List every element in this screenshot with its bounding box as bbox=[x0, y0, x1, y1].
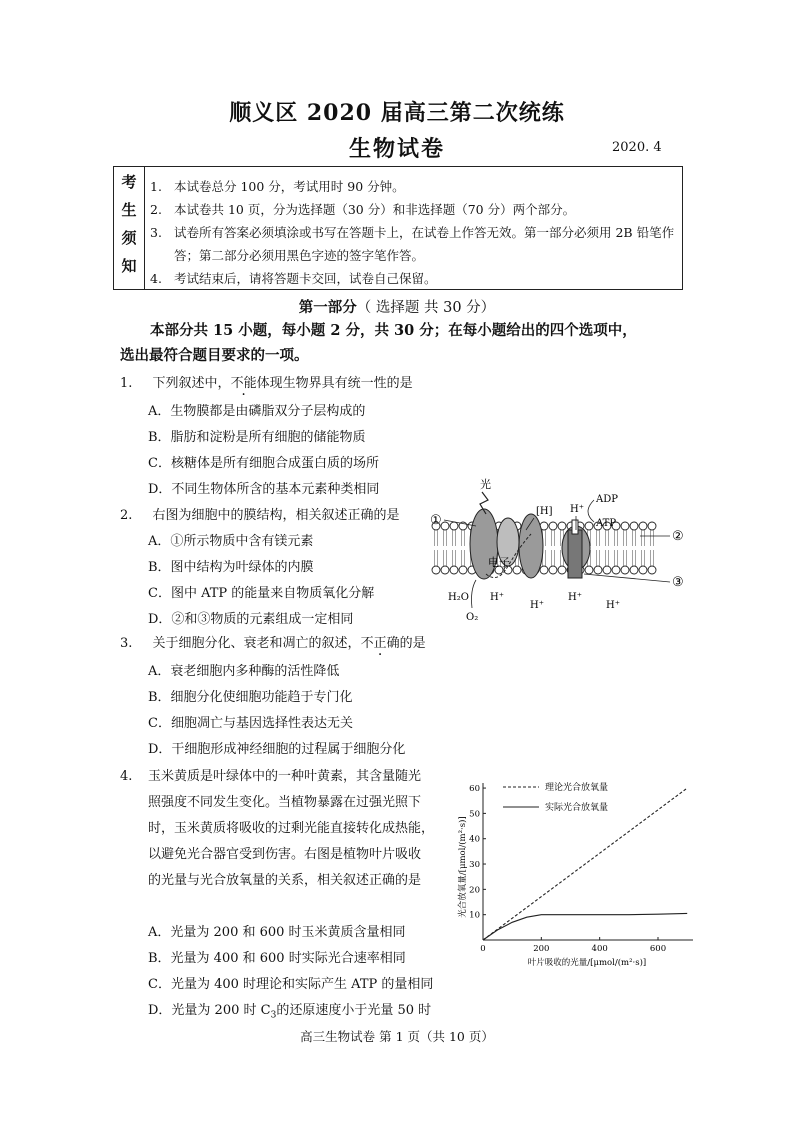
question-option[interactable]: D．不同生物体所含的基本元素种类相同 bbox=[148, 482, 380, 497]
question-stem: 右图为细胞中的膜结构，相关叙述正确的是 bbox=[152, 508, 400, 523]
phospholipid-tail bbox=[633, 530, 636, 566]
hplus-bottom-1: H⁺ bbox=[490, 592, 504, 603]
phospholipid-tail bbox=[615, 530, 618, 566]
adp-label: ADP bbox=[596, 494, 618, 505]
part-intro bbox=[120, 318, 680, 368]
phospholipid-head bbox=[648, 522, 656, 530]
phospholipid-head bbox=[459, 566, 467, 574]
phospholipid-head bbox=[441, 522, 449, 530]
y-tick-label: 10 bbox=[469, 910, 480, 921]
label-3-pointer bbox=[584, 574, 670, 582]
phospholipid-head bbox=[648, 566, 656, 574]
nadph-label: [H] bbox=[536, 506, 553, 517]
atp-synthesis-arrow bbox=[588, 500, 594, 522]
question-stem-emphasis: 不正确 bbox=[360, 636, 400, 651]
question-number: 3. bbox=[120, 636, 133, 651]
chart-xlabel: 叶片吸收的光量/[μmol/(m²·s)] bbox=[527, 958, 647, 968]
phospholipid-head bbox=[630, 522, 638, 530]
phospholipid-head bbox=[594, 566, 602, 574]
notice-item-num: 4. bbox=[150, 271, 162, 286]
notice-item bbox=[150, 175, 676, 198]
water-split-arrow bbox=[472, 580, 477, 608]
phospholipid-head bbox=[549, 566, 557, 574]
phospholipid-tail bbox=[642, 530, 645, 566]
phospholipid-head bbox=[639, 522, 647, 530]
question-option[interactable]: D．②和③物质的元素组成一定相同 bbox=[148, 612, 354, 627]
notice-label-char: 须 bbox=[121, 229, 137, 247]
question-stem-line: 以避免光合器官受到伤害。右图是植物叶片吸收 bbox=[148, 847, 422, 862]
page-footer: 高三生物试卷 第 1 页（共 10 页） bbox=[300, 1029, 494, 1044]
phospholipid-bilayer bbox=[432, 522, 656, 574]
question-stem-line bbox=[120, 764, 450, 790]
question-option[interactable]: B．细胞分化使细胞功能趋于专门化 bbox=[148, 690, 353, 705]
x-tick-label: 600 bbox=[649, 944, 667, 954]
question-option[interactable]: C．核糖体是所有细胞合成蛋白质的场所 bbox=[148, 456, 379, 471]
question-option[interactable]: C．图中 ATP 的能量来自物质氧化分解 bbox=[148, 586, 375, 601]
phospholipid-head bbox=[558, 522, 566, 530]
phospholipid-head bbox=[585, 522, 593, 530]
notice-item-text: 考试结束后，请将答题卡交回，试卷自己保留。 bbox=[174, 271, 437, 286]
phospholipid-head bbox=[558, 566, 566, 574]
phospholipid-head bbox=[540, 566, 548, 574]
question-stem-post: 的是 bbox=[399, 636, 426, 651]
phospholipid-tail bbox=[606, 530, 609, 566]
legend-label-theory: 理论光合放氧量 bbox=[545, 783, 609, 793]
y-tick-label: 40 bbox=[469, 834, 480, 845]
notice-item-text: 试卷所有答案必须填涂或书写在答题卡上，在试卷上作答无效。第一部分必须用 2B 铅笔作答；第二部分必须用黑色字迹的签字笔作答。 bbox=[174, 225, 675, 263]
phospholipid-head bbox=[630, 566, 638, 574]
notice-label bbox=[114, 167, 145, 289]
notice-item-num: 2. bbox=[150, 202, 162, 217]
phospholipid-head bbox=[432, 566, 440, 574]
question-1 bbox=[120, 372, 413, 391]
notice-label-char: 生 bbox=[121, 201, 137, 219]
notice-item-text: 本试卷共 10 页，分为选择题（30 分）和非选择题（70 分）两个部分。 bbox=[174, 202, 576, 217]
membrane-diagram bbox=[428, 474, 698, 624]
question-4 bbox=[120, 764, 450, 894]
notice-label-char: 考 bbox=[121, 173, 137, 191]
phospholipid-tail bbox=[444, 530, 447, 566]
label-1: ① bbox=[430, 513, 442, 528]
phospholipid-head bbox=[621, 522, 629, 530]
x-tick-label: 200 bbox=[533, 944, 550, 954]
y-tick-label: 50 bbox=[469, 809, 480, 820]
notice-label-char: 知 bbox=[121, 257, 137, 275]
exam-notice-box bbox=[113, 166, 683, 290]
part-intro-line: 选出最符合题目要求的一项。 bbox=[120, 347, 309, 364]
question-stem-line: 的光量与光合放氧量的关系，相关叙述正确的是 bbox=[148, 873, 422, 888]
atp-synthase-channel bbox=[572, 520, 578, 534]
hplus-bottom-2: H⁺ bbox=[530, 600, 544, 611]
x-tick-label: 400 bbox=[591, 944, 608, 954]
question-option[interactable] bbox=[148, 999, 431, 1021]
part-heading-rest: （ 选择题 共 30 分） bbox=[356, 300, 496, 316]
phospholipid-tail bbox=[552, 530, 555, 566]
question-stem-pre: 关于细胞分化、衰老和凋亡的叙述， bbox=[152, 636, 361, 651]
electron-transport-protein bbox=[519, 514, 543, 578]
part-heading bbox=[0, 296, 794, 317]
question-3 bbox=[120, 632, 426, 651]
question-option[interactable]: B．图中结构为叶绿体的内膜 bbox=[148, 560, 314, 575]
light-label: 光 bbox=[480, 478, 491, 491]
question-number: 4. bbox=[120, 769, 133, 784]
exam-title: 顺义区 2020 届高三第二次统练 bbox=[229, 100, 565, 126]
electron-label: 电子 bbox=[488, 556, 510, 569]
question-stem-line: 照强度不同发生变化。当植物暴露在过强光照下 bbox=[148, 795, 422, 810]
question-option[interactable]: B．光量为 400 和 600 时实际光合速率相同 bbox=[148, 951, 406, 966]
phospholipid-tail bbox=[597, 530, 600, 566]
question-option[interactable]: C．光量为 400 时理论和实际产生 ATP 的量相同 bbox=[148, 977, 434, 992]
question-option[interactable]: B．脂肪和淀粉是所有细胞的储能物质 bbox=[148, 430, 366, 445]
question-option[interactable]: C．细胞凋亡与基因选择性表达无关 bbox=[148, 716, 353, 731]
question-stem-emphasis: 不能 bbox=[230, 376, 257, 391]
phospholipid-head bbox=[585, 566, 593, 574]
phospholipid-head bbox=[612, 566, 620, 574]
question-option[interactable]: A．光量为 200 和 600 时玉米黄质含量相同 bbox=[148, 925, 406, 940]
phospholipid-head bbox=[549, 522, 557, 530]
atp-label: ATP bbox=[596, 518, 617, 529]
phospholipid-head bbox=[450, 522, 458, 530]
part-intro-line: 本部分共 15 小题，每小题 2 分，共 30 分；在每小题给出的四个选项中， bbox=[150, 322, 637, 339]
x-tick-label: 0 bbox=[480, 944, 486, 954]
question-stem-pre: 下列叙述中， bbox=[152, 376, 231, 391]
y-tick-label: 30 bbox=[469, 860, 480, 871]
phospholipid-head bbox=[639, 566, 647, 574]
question-number: 1. bbox=[120, 376, 133, 391]
phospholipid-tail bbox=[435, 530, 438, 566]
label-2: ② bbox=[672, 529, 684, 544]
light-oxygen-chart bbox=[455, 775, 695, 970]
phospholipid-tail bbox=[651, 530, 654, 566]
hplus-bottom-3: H⁺ bbox=[568, 592, 582, 603]
question-option[interactable]: D．干细胞形成神经细胞的过程属于细胞分化 bbox=[148, 742, 406, 757]
exam-date: 2020. 4 bbox=[612, 140, 662, 155]
notice-item bbox=[150, 198, 676, 221]
question-number: 2. bbox=[120, 508, 133, 523]
phospholipid-tail bbox=[462, 530, 465, 566]
legend-label-actual: 实际光合放氧量 bbox=[545, 803, 609, 813]
chart-legend bbox=[503, 781, 608, 813]
phospholipid-head bbox=[621, 566, 629, 574]
hplus-bottom-4: H⁺ bbox=[606, 600, 620, 611]
y-tick-label: 60 bbox=[469, 784, 480, 795]
phospholipid-tail bbox=[624, 530, 627, 566]
question-option[interactable]: A．生物膜都是由磷脂双分子层构成的 bbox=[148, 404, 366, 419]
water-label: H₂O bbox=[448, 592, 469, 603]
notice-items bbox=[150, 175, 676, 290]
option-d-subscript: 3 bbox=[270, 1010, 277, 1021]
notice-item bbox=[150, 221, 676, 267]
hplus-top-label: H⁺ bbox=[570, 504, 584, 515]
part-heading-bold: 第一部分 bbox=[298, 299, 357, 316]
phospholipid-head bbox=[603, 566, 611, 574]
phospholipid-tail bbox=[453, 530, 456, 566]
option-d-pre: D．光量为 200 时 C bbox=[148, 1003, 271, 1018]
chart-ylabel: 光合放氧量/[μmol/(m²·s)] bbox=[458, 816, 468, 918]
option-d-post: 的还原速度小于光量 50 时 bbox=[276, 1003, 432, 1018]
series-line-actual bbox=[483, 913, 687, 940]
notice-item-text: 本试卷总分 100 分，考试用时 90 分钟。 bbox=[174, 179, 405, 194]
question-option[interactable]: A．衰老细胞内多种酶的活性降低 bbox=[148, 664, 340, 679]
phospholipid-head bbox=[441, 566, 449, 574]
notice-item bbox=[150, 267, 676, 290]
question-stem-post: 体现生物界具有统一性的是 bbox=[256, 376, 413, 391]
phospholipid-head bbox=[450, 566, 458, 574]
question-stem-line: 时，玉米黄质将吸收的过剩光能直接转化成热能， bbox=[148, 821, 435, 836]
y-tick-label: 20 bbox=[469, 885, 480, 896]
notice-item-num: 3. bbox=[150, 225, 162, 240]
phospholipid-head bbox=[513, 566, 521, 574]
question-stem-text: 玉米黄质是叶绿体中的一种叶黄素，其含量随光 bbox=[148, 769, 422, 784]
label-3: ③ bbox=[672, 575, 684, 590]
question-2 bbox=[120, 504, 400, 523]
notice-item-num: 1. bbox=[150, 179, 162, 194]
exam-subtitle: 生物试卷 bbox=[348, 136, 445, 162]
atp-synthase bbox=[568, 530, 582, 578]
oxygen-label: O₂ bbox=[466, 612, 479, 623]
question-option[interactable]: A．①所示物质中含有镁元素 bbox=[148, 534, 314, 549]
